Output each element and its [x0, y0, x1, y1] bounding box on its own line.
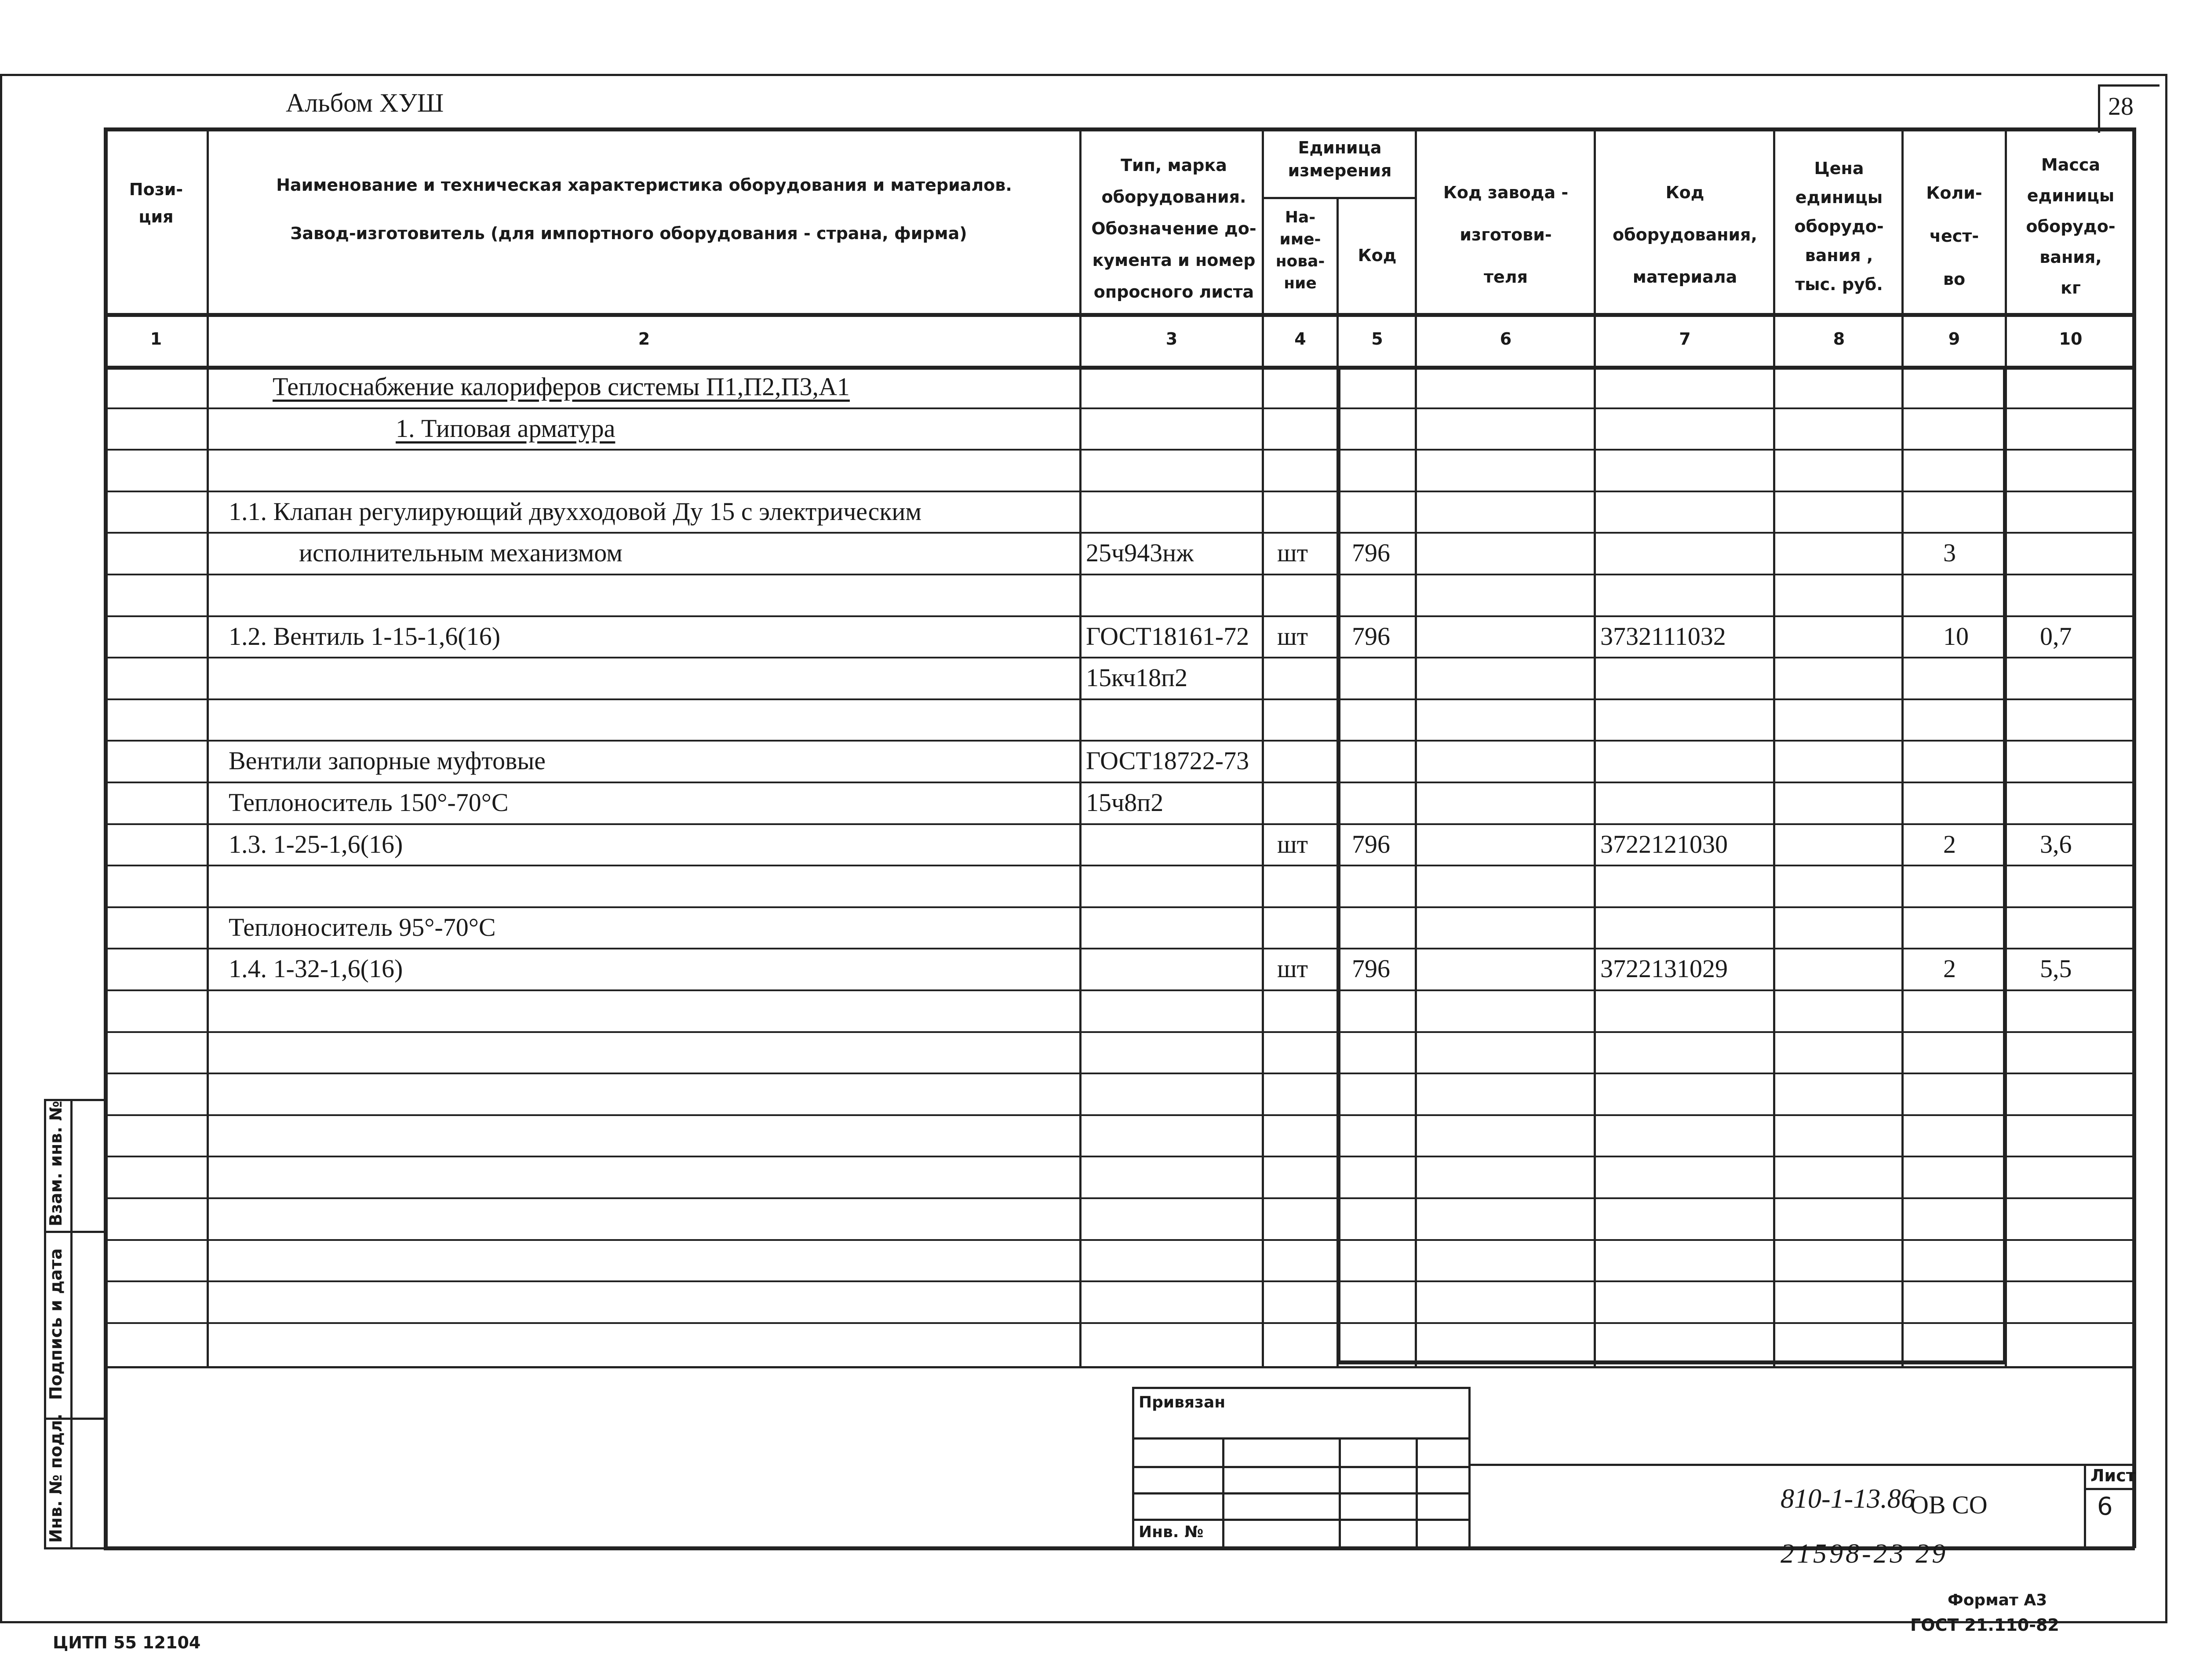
row-type: 25ч943нж	[1086, 538, 1194, 567]
row-divider	[104, 989, 2135, 991]
title-block-line	[1468, 1464, 2132, 1466]
col-1-right	[207, 127, 209, 1367]
numbers-bottom	[104, 366, 2135, 370]
col-8-right	[1901, 127, 1904, 1367]
format-label: Формат А3	[1948, 1591, 2047, 1609]
row-divider	[104, 740, 2135, 742]
row-divider	[104, 574, 2135, 575]
row-divider	[104, 1239, 2135, 1241]
col-6-right	[1594, 127, 1596, 1367]
row-divider	[104, 1114, 2135, 1116]
col-number-9: 9	[1948, 329, 1960, 349]
row-divider	[104, 615, 2135, 617]
col-header-6: Код завода - изготови- теля	[1443, 183, 1569, 287]
row-mass: 5,5	[2040, 954, 2072, 983]
row-divider	[104, 491, 2135, 492]
row-qty: 2	[1943, 829, 1956, 858]
bound-box-v2	[1339, 1437, 1341, 1547]
col-number-4: 4	[1294, 329, 1306, 349]
row-qty: 10	[1943, 622, 1969, 651]
row-mass: 3,6	[2040, 829, 2072, 858]
col-number-3: 3	[1165, 329, 1178, 349]
gost-label: ГОСТ 21.110-82	[1910, 1615, 2059, 1635]
row-divider	[104, 1073, 2135, 1074]
side-podpis: Подпись и дата	[46, 1248, 66, 1400]
row-qty: 3	[1943, 538, 1956, 567]
bound-box-right	[1468, 1387, 1471, 1547]
sheet-number: 6	[2097, 1492, 2113, 1521]
row-equip-code: 3722131029	[1600, 954, 1728, 983]
col-header-10: Масса единицы оборудо- вания, кг	[2026, 155, 2116, 298]
row-name: исполнительным механизмом	[299, 538, 623, 567]
col-7-right	[1773, 127, 1775, 1367]
col-number-7: 7	[1679, 329, 1691, 349]
frame-left	[0, 74, 2, 1623]
row-unit: шт	[1277, 954, 1308, 983]
row-divider	[104, 1197, 2135, 1199]
page-number-box	[2098, 84, 2100, 133]
row-divider	[104, 657, 2135, 658]
sheet-box-divider	[2084, 1488, 2134, 1490]
bound-box-top	[1132, 1387, 1471, 1389]
bound-box-line3	[1132, 1492, 1471, 1495]
table-top	[104, 127, 2135, 131]
bound-box-line1	[1132, 1437, 1471, 1440]
doc-code-handwritten: 810-1-13.86	[1781, 1484, 1915, 1514]
bound-box-v1	[1222, 1437, 1224, 1547]
citp-label: ЦИТП 55 12104	[53, 1633, 201, 1652]
row-name: 1.4. 1-32-1,6(16)	[229, 954, 403, 983]
bound-label: Привязан	[1139, 1393, 1226, 1411]
page-number-box-top	[2098, 84, 2160, 87]
col-number-8: 8	[1833, 329, 1845, 349]
row-code: 796	[1352, 538, 1390, 567]
side-stamp-mid	[70, 1099, 73, 1549]
side-inv-podl: Инв. № подл.	[46, 1413, 66, 1543]
col-number-10: 10	[2059, 329, 2083, 349]
row-divider	[104, 906, 2135, 908]
col-2-right	[1079, 127, 1082, 1367]
row-name: Теплоноситель 95°-70°С	[229, 913, 496, 942]
row-type: ГОСТ18161-72	[1086, 622, 1249, 651]
unit-group-divider	[1262, 197, 1416, 199]
row-divider	[104, 698, 2135, 700]
col-number-5: 5	[1371, 329, 1383, 349]
bound-box-left	[1132, 1387, 1134, 1547]
col-header-5: Код	[1358, 246, 1397, 265]
body-box-bottom	[1336, 1360, 2007, 1364]
col-number-1: 1	[150, 329, 162, 349]
row-type: ГОСТ18722-73	[1086, 746, 1249, 775]
frame-top	[0, 74, 2167, 76]
row-divider	[104, 1280, 2135, 1282]
col-header-7: Код оборудования, материала	[1613, 183, 1757, 287]
row-equip-code: 3732111032	[1600, 622, 1726, 651]
row-unit: шт	[1277, 829, 1308, 858]
col-header-3: Тип, марка оборудования. Обозначение до- кумента и номер опросного листа	[1091, 156, 1256, 302]
col-header-8: Цена единицы оборудо- вания , тыс. руб.	[1794, 159, 1884, 294]
bound-box-line2	[1132, 1466, 1471, 1468]
row-name: 1. Типовая арматура	[396, 414, 615, 443]
row-divider	[104, 782, 2135, 783]
header-bottom	[104, 313, 2135, 317]
row-equip-code: 3722121030	[1600, 829, 1728, 858]
col-header-2-line2: Завод-изготовитель (для импортного оборудования - страна, фирма)	[290, 224, 967, 243]
row-divider	[104, 1156, 2135, 1157]
row-name: 1.1. Клапан регулирующий двухходовой Ду 15 с электрическим	[229, 497, 922, 526]
row-unit: шт	[1277, 622, 1308, 651]
col-3-right	[1262, 127, 1264, 1367]
row-code: 796	[1352, 954, 1390, 983]
row-name: Теплоснабжение калориферов системы П1,П2,П3,А1	[273, 372, 850, 401]
row-unit: шт	[1277, 538, 1308, 567]
row-divider	[104, 1322, 2135, 1324]
side-stamp-bottom	[44, 1547, 106, 1549]
sheet-box-left	[2084, 1464, 2086, 1547]
col-header-9: Коли- чест- во	[1926, 183, 1982, 289]
album-title: Альбом ХУШ	[286, 88, 444, 117]
row-mass: 0,7	[2040, 622, 2072, 651]
unit-group-header: Единица измерения	[1288, 138, 1392, 180]
bound-box-v3	[1416, 1437, 1418, 1547]
row-divider	[104, 948, 2135, 949]
side-vzam: Взам. инв. №	[46, 1101, 66, 1226]
body-bottom	[104, 1366, 2135, 1368]
row-divider	[104, 823, 2135, 825]
row-divider	[104, 449, 2135, 451]
frame-bottom	[0, 1621, 2167, 1623]
frame-right	[2165, 74, 2167, 1623]
row-code: 796	[1352, 829, 1390, 858]
row-divider	[104, 1031, 2135, 1033]
row-name: Вентили запорные муфтовые	[229, 746, 546, 775]
row-type: 15ч8п2	[1086, 788, 1164, 817]
row-name: 1.3. 1-25-1,6(16)	[229, 829, 403, 858]
col-5-right	[1415, 127, 1417, 1367]
col-header-4: На- име- нова- ние	[1275, 208, 1325, 292]
col-header-1: Пози- ция	[129, 180, 183, 226]
bound-box-line4	[1132, 1519, 1471, 1521]
row-divider	[104, 532, 2135, 534]
row-qty: 2	[1943, 954, 1956, 983]
row-type: 15кч18п2	[1086, 663, 1188, 692]
side-stamp-line1	[44, 1231, 106, 1233]
sheet-label: Лист	[2090, 1466, 2136, 1485]
row-divider	[104, 865, 2135, 866]
doc-code-printed: ОВ СО	[1910, 1491, 1988, 1519]
row-code: 796	[1352, 622, 1390, 651]
row-divider	[104, 407, 2135, 409]
row-name: 1.2. Вентиль 1-15-1,6(16)	[229, 622, 501, 651]
col-number-2: 2	[638, 329, 650, 349]
col-header-2-line1: Наименование и техническая характеристика оборудования и материалов.	[276, 175, 1012, 195]
row-name: Теплоноситель 150°-70°С	[229, 788, 509, 817]
page-number: 28	[2108, 92, 2134, 120]
inv-label: Инв. №	[1139, 1523, 1204, 1541]
col-number-6: 6	[1500, 329, 1512, 349]
hand-number: 21598-23 29	[1781, 1539, 1948, 1569]
